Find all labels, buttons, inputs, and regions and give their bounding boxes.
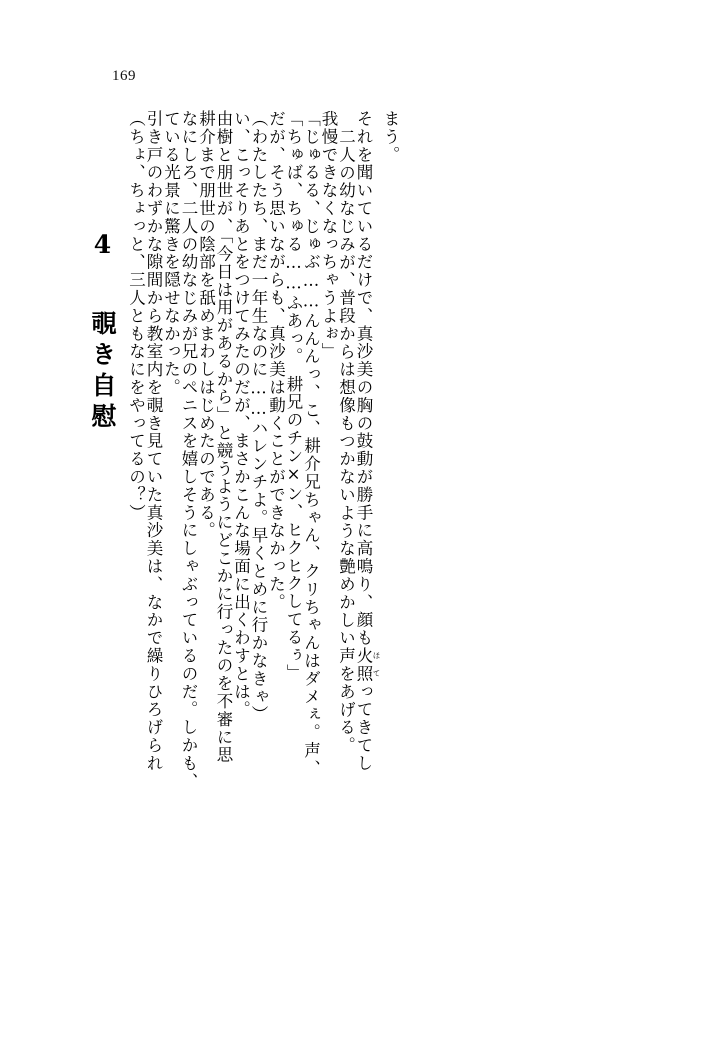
text-line: （わたしたち、まだ一年生なのに……ハレンチよ。早くとめに行かなきゃ） — [249, 110, 268, 724]
text-line: なにしろ、二人の幼なじみが兄のペニスを嬉しそうにしゃぶっているのだ。しかも、 — [179, 110, 198, 791]
text-line: それを聞いているだけで、真沙美の胸の鼓動が勝手に高鳴り、顔も火照 ほてってきてし — [354, 110, 381, 773]
chapter-heading — [84, 230, 120, 530]
text-line: 耕介まで朋世の陰部を舐めまわしはじめたのである。 — [196, 110, 216, 540]
text-line: （ちょ、ちょっと、三人ともなにをやってるの？） — [126, 110, 146, 522]
text-line: ている光景に驚きを隠せなかった。 — [161, 110, 181, 397]
text-line: まう。 — [381, 110, 400, 164]
text-columns — [126, 110, 398, 955]
chapter-title: 覗き自慰 — [88, 310, 117, 434]
text-line: 「ちゅば、ちゅる……ふあっ。 耕兄のチン×ン、ヒクヒクしてるぅ」 — [284, 110, 303, 683]
text-line: 引き戸のわずかな隙間から教室内を覗き見ていた真沙美は、なかで繰りひろげられ — [144, 110, 163, 773]
page-body — [68, 110, 658, 970]
text-line: 我慢できなくなっちゃうよぉ」 — [319, 110, 338, 361]
text-line: 由樹と朋世が、「今日は用があるから」と競うようにどこかに行ったのを不審に思 — [214, 110, 233, 765]
chapter-number: 4 — [88, 230, 117, 265]
text-line: だが、そう思いながらも、真沙美は動くことができなかった。 — [266, 110, 286, 612]
text-line: 「じゅるる、じゅぶ……んんんっ、こ、耕介兄ちゃん、クリちゃんはダメぇ。声、 — [301, 110, 321, 778]
page-number: 169 — [112, 68, 136, 84]
text-line: 二人の幼なじみが、普段からは想像もつかないような艶めかしい声をあげる。 — [336, 128, 356, 755]
text-line: い、こっそりあとをつけてみたのだが、まさかこんな場面に出くわすとは。 — [231, 110, 251, 719]
